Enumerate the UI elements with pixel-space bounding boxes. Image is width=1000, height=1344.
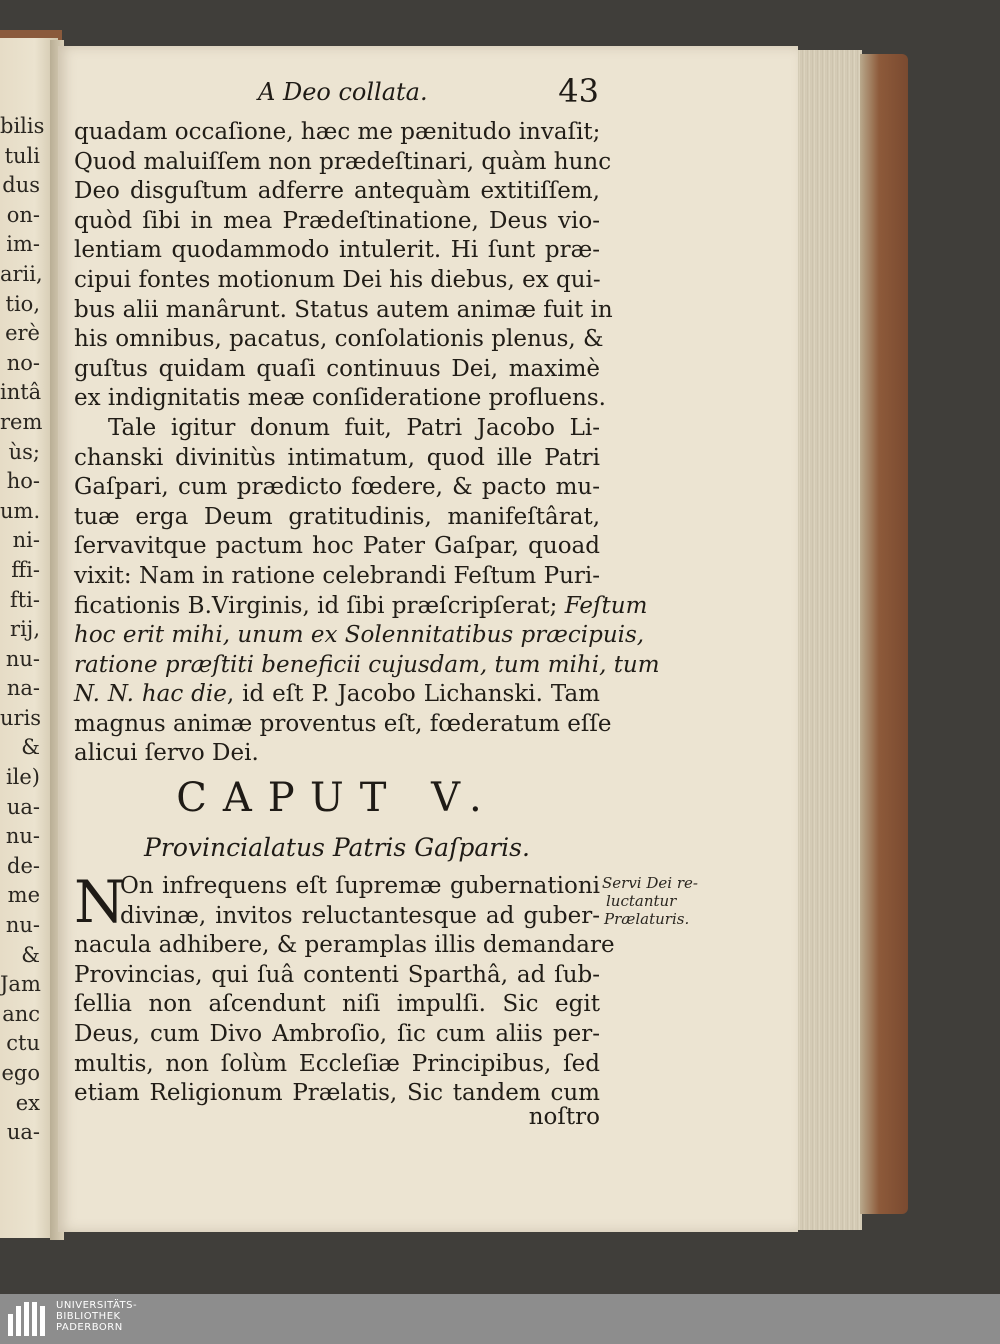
- text-line: his omnibus, pacatus, conſolationis plenus, &: [74, 326, 604, 353]
- text-line: Gaſpari, cum prædicto fœdere, & pacto mu-: [74, 474, 600, 501]
- left-fragment-line: ex: [15, 1090, 40, 1115]
- left-fragment-line: tio,: [5, 291, 40, 316]
- left-fragment-line: erè: [5, 321, 40, 346]
- text-line: divinæ, invitos reluctantesque ad guber-: [120, 902, 600, 929]
- drop-cap: N: [74, 868, 125, 936]
- page-block-edge: [796, 50, 862, 1230]
- left-fragment-line: ctu: [6, 1031, 40, 1056]
- logo-line: PADERBORN: [56, 1322, 123, 1333]
- left-fragment-line: no-: [6, 350, 40, 375]
- text-line: guſtus quidam quaſi continuus Dei, maximè: [74, 355, 600, 382]
- left-fragment-line: ua-: [6, 794, 40, 819]
- left-fragment-line: Jam: [0, 972, 41, 997]
- left-fragment-line: na-: [6, 676, 40, 701]
- left-fragment-line: rij,: [10, 617, 40, 642]
- marginal-line: Prælaturis.: [604, 910, 690, 928]
- left-fragment-line: &: [21, 735, 40, 760]
- running-head: A Deo collata.: [258, 78, 428, 106]
- text-span: , id eſt P. Jacobo Lichanski. Tam: [226, 681, 600, 708]
- marginal-line: luctantur: [606, 892, 677, 910]
- text-line: ex indignitatis meæ conſideratione profluens.: [74, 385, 606, 412]
- left-fragment-line: ego: [1, 1061, 40, 1085]
- text-line: quadam occaſione, hæc me pænitudo invaſit;: [74, 119, 601, 145]
- text-line: [74, 592, 648, 622]
- left-fragment-line: nu-: [5, 646, 40, 671]
- text-line: Quod maluiſſem non prædeſtinari, quàm hunc: [74, 148, 612, 175]
- text-line: lentiam quodammodo intulerit. Hi ſunt præ-: [74, 237, 600, 264]
- left-fragment-line: ùs;: [8, 439, 40, 464]
- marginal-line: Servi Dei re-: [602, 874, 698, 892]
- chapter-subtitle: Provincialatus Patris Gaſparis.: [144, 833, 530, 862]
- left-fragment-line: &: [21, 942, 40, 967]
- page-number: 43: [558, 72, 599, 110]
- left-fragment-line: de-: [7, 853, 40, 878]
- left-fragment-line: im-: [6, 232, 40, 257]
- text-line: ratione præſtiti beneficii cujusdam, tum mihi, tum: [74, 651, 660, 678]
- text-line: alicui ſervo Dei.: [74, 740, 259, 767]
- library-logo-text: [56, 1300, 137, 1333]
- library-footer: [0, 1294, 1000, 1344]
- paragraph-1: [74, 118, 613, 414]
- text-line: Provincias, qui ſuâ contenti Sparthâ, ad ſub-: [74, 961, 600, 988]
- left-fragment-line: anc: [2, 1001, 40, 1026]
- page-header: [258, 72, 603, 118]
- text-line: multis, non ſolùm Eccleſiæ Principibus, ſed: [74, 1050, 600, 1077]
- left-fragment-line: nu-: [5, 824, 40, 849]
- text-line: cipui fontes motionum Dei his diebus, ex qui-: [74, 266, 601, 293]
- left-fragment-line: rem: [0, 409, 43, 434]
- text-line: magnus animæ proventus eſt, fœderatum eſſe: [74, 710, 612, 737]
- left-fragment-line: arii,: [0, 261, 43, 286]
- text-line: tuæ erga Deum gratitudinis, manifeſtârat,: [74, 503, 600, 530]
- text-line: chanski divinitùs intimatum, quod ille Patri: [74, 444, 600, 471]
- text-line: bus alii manârunt. Status autem animæ fuit in: [74, 296, 613, 323]
- left-page-text: [0, 112, 45, 1148]
- left-fragment-line: intâ: [0, 380, 42, 405]
- italic-span: Feſtum: [564, 592, 648, 619]
- left-fragment-line: tuli: [4, 143, 40, 168]
- text-line: Deo disguſtum adferre antequàm extitiſſem,: [74, 178, 600, 205]
- left-fragment-line: ile): [5, 765, 40, 790]
- text-line: quòd ſibi in mea Prædeſtinatione, Deus vio-: [74, 207, 600, 234]
- catchword: noſtro: [528, 1104, 600, 1130]
- text-line: Tale igitur donum fuit, Patri Jacobo Li-: [108, 414, 600, 441]
- marginal-note: [602, 874, 712, 928]
- text-line: vixit: Nam in ratione celebrandi Feſtum Puri-: [74, 562, 600, 589]
- text-line: [74, 680, 600, 710]
- left-fragment-line: me: [7, 883, 40, 908]
- main-text: [74, 118, 660, 769]
- chapter-heading: CAPUT V.: [176, 775, 498, 821]
- left-fragment-line: dus: [2, 173, 40, 198]
- logo-line: BIBLIOTHEK: [56, 1311, 121, 1322]
- left-fragment-line: um.: [0, 498, 41, 523]
- logo-line: UNIVERSITÄTS-: [56, 1300, 138, 1311]
- text-line: ſervavitque pactum hoc Pater Gaſpar, quoad: [74, 533, 600, 560]
- left-fragment-line: fti-: [9, 587, 40, 612]
- right-cover-edge: [860, 54, 908, 1214]
- text-line: On infrequens eſt ſupremæ gubernationi: [120, 873, 600, 899]
- text-line: ſellia non aſcendunt niſi impulſi. Sic egit: [74, 991, 600, 1018]
- left-fragment-line: bilis: [0, 114, 45, 138]
- text-line: Deus, cum Divo Ambroſio, ſic cum aliis per-: [74, 1020, 600, 1047]
- paragraph-2: [74, 414, 660, 769]
- text-line: nacula adhibere, & peramplas illis demandare: [74, 932, 615, 959]
- left-fragment-line: on-: [6, 202, 40, 227]
- left-fragment-line: ho-: [6, 469, 40, 494]
- text-line: etiam Religionum Prælatis, Sic tandem cum: [74, 1080, 600, 1107]
- chapter-text: [74, 868, 615, 1109]
- italic-span: N. N. hac die: [74, 681, 227, 708]
- library-logo-icon: [8, 1302, 52, 1336]
- left-fragment-line: uris: [0, 705, 42, 730]
- text-line: hoc erit mihi, unum ex Solennitatibus præcipuis,: [74, 622, 645, 649]
- left-fragment-line: nu-: [5, 913, 40, 938]
- left-fragment-line: ffi-: [11, 557, 40, 582]
- left-fragment-line: ni-: [12, 528, 40, 553]
- text-span: ficationis B.Virginis, id ſibi præſcripſerat;: [74, 592, 565, 619]
- left-fragment-line: ua-: [6, 1120, 40, 1145]
